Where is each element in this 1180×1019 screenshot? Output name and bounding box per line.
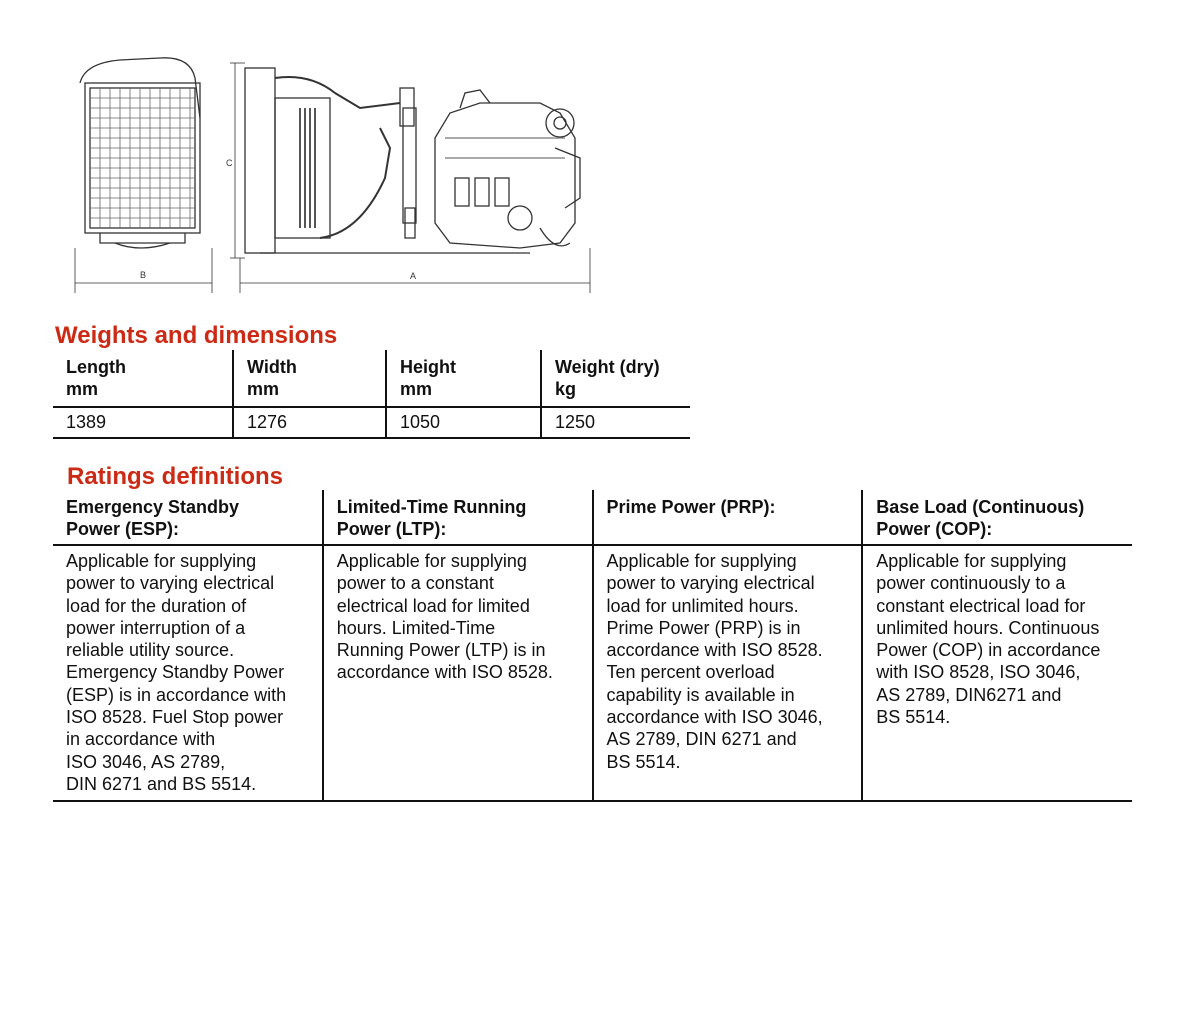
heading-esp: Emergency Standby Power (ESP): [66,497,240,539]
weight-value: 1250 [541,407,690,438]
engine-dimension-drawing [60,48,600,298]
width-value: 1276 [233,407,386,438]
heading-ltp: Limited-Time Running Power (LTP): [323,490,593,545]
heading-cop: Base Load (Continuous) Power (COP): [862,490,1132,545]
weights-dimensions-table [53,350,690,439]
front-view-drawing [75,58,212,293]
description-prp: Applicable for supplying power to varying electrical load for unlimited hours. Prime Power (PRP) is in accordance with ISO 8528. Ten percent overload capability is available in accordance with ISO 3046, AS 2789, DIN 6271 and BS 5514. [593,545,863,801]
heading-prp: Prime Power (PRP): [593,490,863,545]
table-header-row [53,350,690,407]
header-name: Length [66,357,126,377]
description-esp: Applicable for supplying power to varying electrical load for the duration of power interruption of a reliable utility source. Emergency Standby Power (ESP) is in accordance with ISO 8528. Fuel Stop power in accordance with ISO 3046, AS 2789, DIN 6271 and BS 5514. [53,545,323,801]
engine-block-drawing [435,90,580,248]
table-header-row [53,490,1132,545]
dim-label-b: B [140,270,147,280]
description-cop: Applicable for supplying power continuously to a constant electrical load for unlimited hours. Continuous Power (COP) in accordance with ISO 8528, ISO 3046, AS 2789, DIN6271 and BS 5514. [862,545,1132,801]
table-row [53,407,690,438]
weights-dimensions-title: Weights and dimensions [55,322,338,349]
header-name: Weight (dry) [555,357,660,377]
header-unit: mm [247,379,280,399]
header-name: Height [400,357,456,377]
header-width [233,350,386,407]
length-value: 1389 [53,407,233,438]
header-unit: kg [555,379,577,399]
header-name: Width [247,357,297,377]
header-weight [541,350,690,407]
ratings-definitions-title: Ratings definitions [67,463,283,490]
side-view-drawing [230,63,590,293]
table-row [53,545,1132,801]
header-unit: mm [66,379,99,399]
description-ltp: Applicable for supplying power to a constant electrical load for limited hours. Limited-Time Running Power (LTP) is in accordance with ISO 8528. [323,545,593,801]
dim-label-c: C [226,158,233,168]
dim-label-a: A [410,271,417,281]
height-value: 1050 [386,407,541,438]
ratings-definitions-table [53,490,1132,802]
header-height [386,350,541,407]
header-length [53,350,233,407]
header-unit: mm [400,379,433,399]
